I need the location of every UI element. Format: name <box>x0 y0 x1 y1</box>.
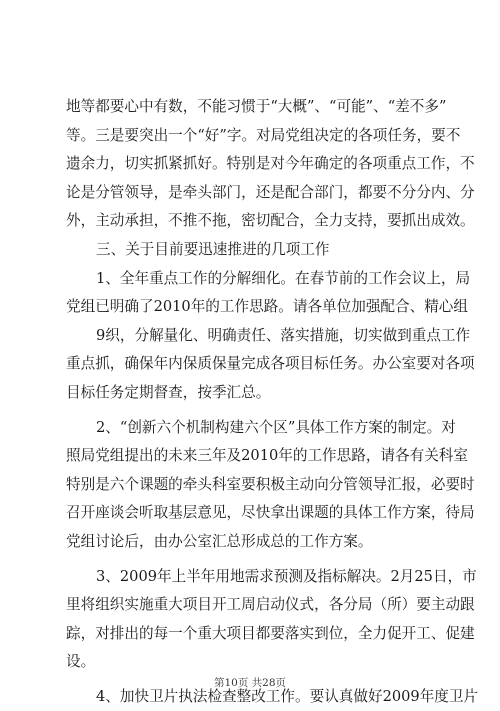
text-line: 论是分管领导，是牵头部门，还是配合部门，都要不分分内、分 <box>66 183 475 201</box>
text-line: 重点抓，确保年内保质保量完成各项目标任务。办公室要对各项 <box>66 355 475 373</box>
text-line: 1、全年重点工作的分解细化。在春节前的工作会议上，局 <box>96 269 471 287</box>
section-heading: 三、关于目前要迅速推进的几项工作 <box>96 240 330 258</box>
text-line: 4、加快卫片执法检查整改工作。要认真做好2009年度卫片 <box>96 687 479 705</box>
text-line: 2、“创新六个机制构建六个区”具体工作方案的制定。对 <box>96 418 456 436</box>
text-line: 9织，分解量化、明确责任、落实措施，切实做到重点工作 <box>96 326 471 344</box>
text-line: 3、2009年上半年用地需求预测及指标解决。2月25日，市 <box>96 567 477 585</box>
text-line: 设。 <box>66 653 96 671</box>
text-line: 党组讨论后，由办公室汇总形成总的工作方案。 <box>66 532 373 550</box>
text-line: 等。三是要突出一个“好”字。对局党组决定的各项任务，要不 <box>66 126 461 144</box>
text-line: 踪，对排出的每一个重大项目都要落实到位，全力促开工、促建 <box>66 624 475 642</box>
text-line: 目标任务定期督查，按季汇总。 <box>66 383 271 401</box>
text-line: 里将组织实施重大项目开工周启动仪式，各分局（所）要主动跟 <box>66 596 475 614</box>
text-line: 外，主动承担，不推不拖，密切配合，全力支持，要抓出成效。 <box>66 212 475 230</box>
text-line: 照局党组提出的未来三年及2010年的工作思路，请各有关科室 <box>66 447 468 465</box>
text-line: 遗余力，切实抓紧抓好。特别是对今年确定的各项重点工作，不 <box>66 155 475 173</box>
document-body <box>66 93 479 711</box>
page-number-footer: 第10页 共28页 <box>213 677 287 689</box>
text-line: 地等都要心中有数，不能习惯于“大概”、“可能”、“差不多” <box>66 98 447 115</box>
text-line: 召开座谈会听取基层意见，尽快拿出课题的具体工作方案，待局 <box>66 504 475 522</box>
text-line: 党组已明确了2010年的工作思路。请各单位加强配合、精心组 <box>66 298 468 316</box>
text-line: 特别是六个课题的牵头科室要积极主动向分管领导汇报，必要时 <box>66 475 475 493</box>
